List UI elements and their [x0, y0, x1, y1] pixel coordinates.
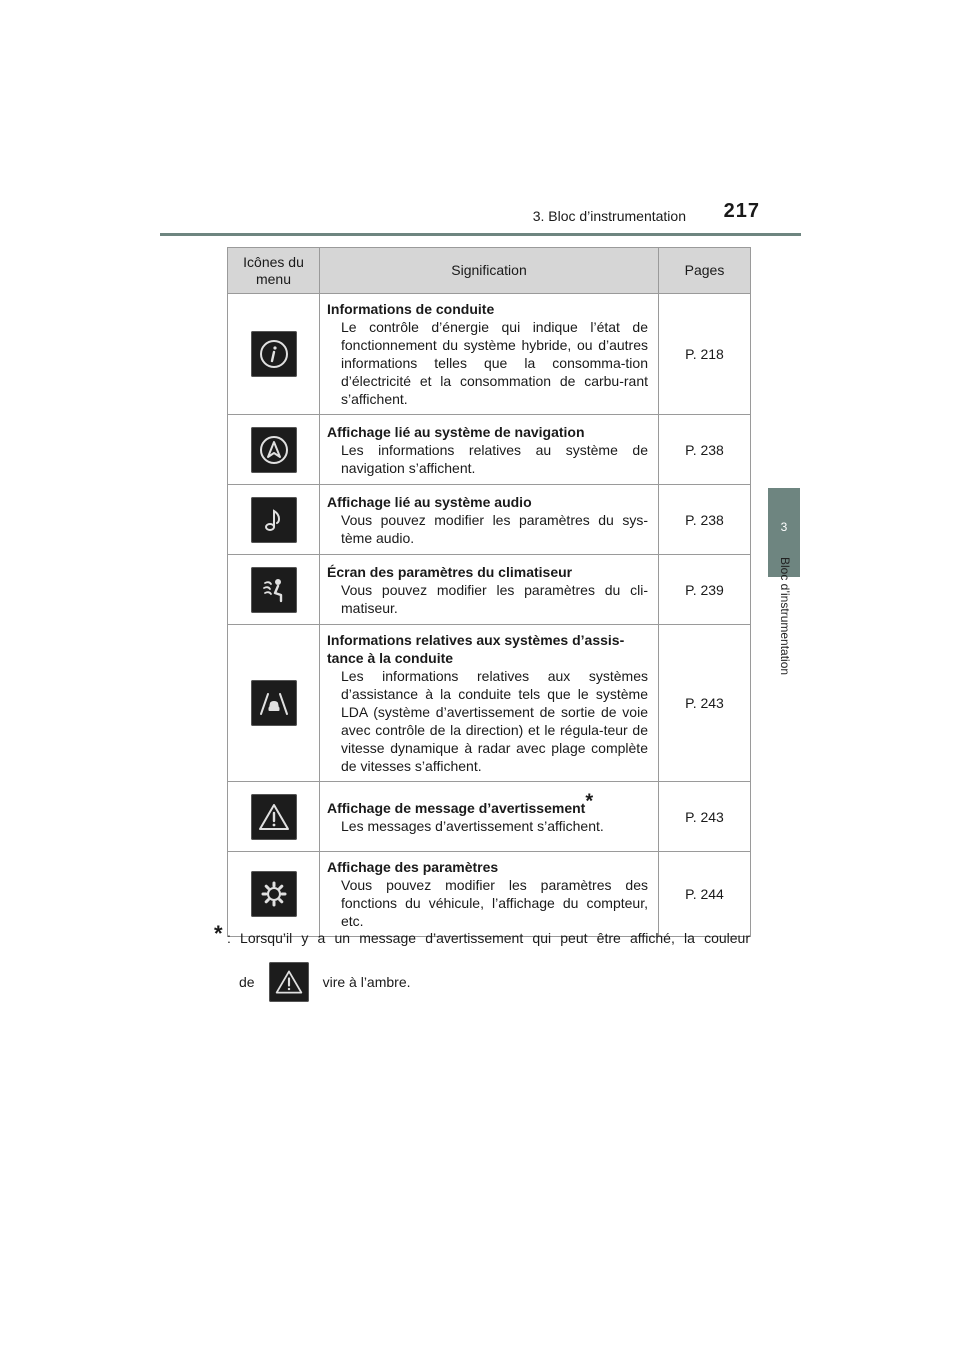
- column-header-pages: Pages: [659, 248, 751, 294]
- footnote-continuation: [239, 962, 411, 1002]
- table-row: [228, 852, 751, 937]
- menu-icons-table: [227, 247, 751, 937]
- row-body: Vous pouvez modifier les paramètres des fonctions du véhicule, l’affichage du compteur, etc.: [341, 877, 648, 929]
- description-cell: [320, 294, 659, 415]
- row-title: Affichage lié au système audio: [327, 493, 532, 510]
- column-header-meaning: Signification: [320, 248, 659, 294]
- page-reference: P. 238: [659, 415, 751, 485]
- page-reference: P. 218: [659, 294, 751, 415]
- description-cell: [320, 625, 659, 782]
- warning-icon: [269, 962, 309, 1002]
- footnote: [214, 921, 750, 947]
- description-cell: [320, 415, 659, 485]
- page-reference: P. 243: [659, 625, 751, 782]
- icon-cell: [228, 782, 320, 852]
- row-title: Informations de conduite: [327, 301, 495, 317]
- table-row: [228, 294, 751, 415]
- footnote-star: *: [214, 921, 223, 946]
- driving-assist-icon: [251, 680, 297, 726]
- row-title: Affichage lié au système de navigation: [327, 423, 585, 440]
- icon-cell: [228, 485, 320, 555]
- row-body: Vous pouvez modifier les paramètres du sys-tème audio.: [341, 511, 648, 546]
- row-title: Affichage des paramètres: [327, 859, 499, 875]
- icon-cell: [228, 415, 320, 485]
- page-reference: P. 238: [659, 485, 751, 555]
- row-body: Le contrôle d’énergie qui indique l’état de fonctionnement du système hybride, ou d’autres informations telles que la consomma-tion d’électricité et la consommation de carbu-rant s’affichent.: [341, 319, 648, 407]
- row-title: [327, 789, 648, 817]
- chapter-number: 3: [780, 520, 788, 534]
- chapter-label: Bloc d’instrumentation: [778, 557, 792, 676]
- row-body: Les messages d’avertissement s’affichent.: [341, 817, 604, 834]
- footnote-marker: *: [585, 789, 594, 812]
- navigation-icon: [251, 427, 297, 473]
- header-rule: [160, 233, 801, 236]
- row-title-text: Affichage de message d’avertissement: [327, 799, 586, 816]
- warning-icon: [251, 794, 297, 840]
- page-reference: P. 243: [659, 782, 751, 852]
- row-body: Les informations relatives aux systèmes d’assistance à la conduite tels que le système LDA (système d’avertissement de sortie de voie avec contrôle de la direction) et le régula-teur de vitesse dynamique à radar avec plage complète de vitesses s’affichent.: [341, 668, 648, 774]
- row-body: Les informations relatives au système de navigation s’affichent.: [341, 441, 648, 476]
- icon-cell: [228, 294, 320, 415]
- table-row: [228, 415, 751, 485]
- table-row: [228, 782, 751, 852]
- table-header-row: [228, 248, 751, 294]
- page-reference: P. 244: [659, 852, 751, 937]
- description-cell: [320, 485, 659, 555]
- row-title: Écran des paramètres du climatiseur: [327, 563, 573, 580]
- music-note-icon: [251, 497, 297, 543]
- running-header: 3. Bloc d’instrumentation: [532, 208, 686, 224]
- table-row: [228, 625, 751, 782]
- settings-gear-icon: [251, 871, 297, 917]
- table-row: [228, 485, 751, 555]
- table-row: [228, 555, 751, 625]
- icon-cell: [228, 625, 320, 782]
- footnote-text: : Lorsqu’il y a un message d’avertissement qui peut être affiché, la couleur: [227, 930, 750, 946]
- page-number: 217: [723, 200, 760, 222]
- footnote-text-before-icon: de: [239, 974, 255, 990]
- row-body: Vous pouvez modifier les paramètres du cli-matiseur.: [341, 581, 648, 616]
- page-reference: P. 239: [659, 555, 751, 625]
- icon-cell: [228, 852, 320, 937]
- row-title: Informations relatives aux systèmes d’assis-tance à la conduite: [327, 632, 625, 666]
- info-icon: [251, 331, 297, 377]
- icon-cell: [228, 555, 320, 625]
- description-cell: [320, 852, 659, 937]
- air-conditioning-icon: [251, 567, 297, 613]
- description-cell: [320, 782, 659, 852]
- column-header-icons: Icônes du menu: [228, 248, 320, 294]
- description-cell: [320, 555, 659, 625]
- footnote-text-after-icon: vire à l’ambre.: [322, 974, 411, 990]
